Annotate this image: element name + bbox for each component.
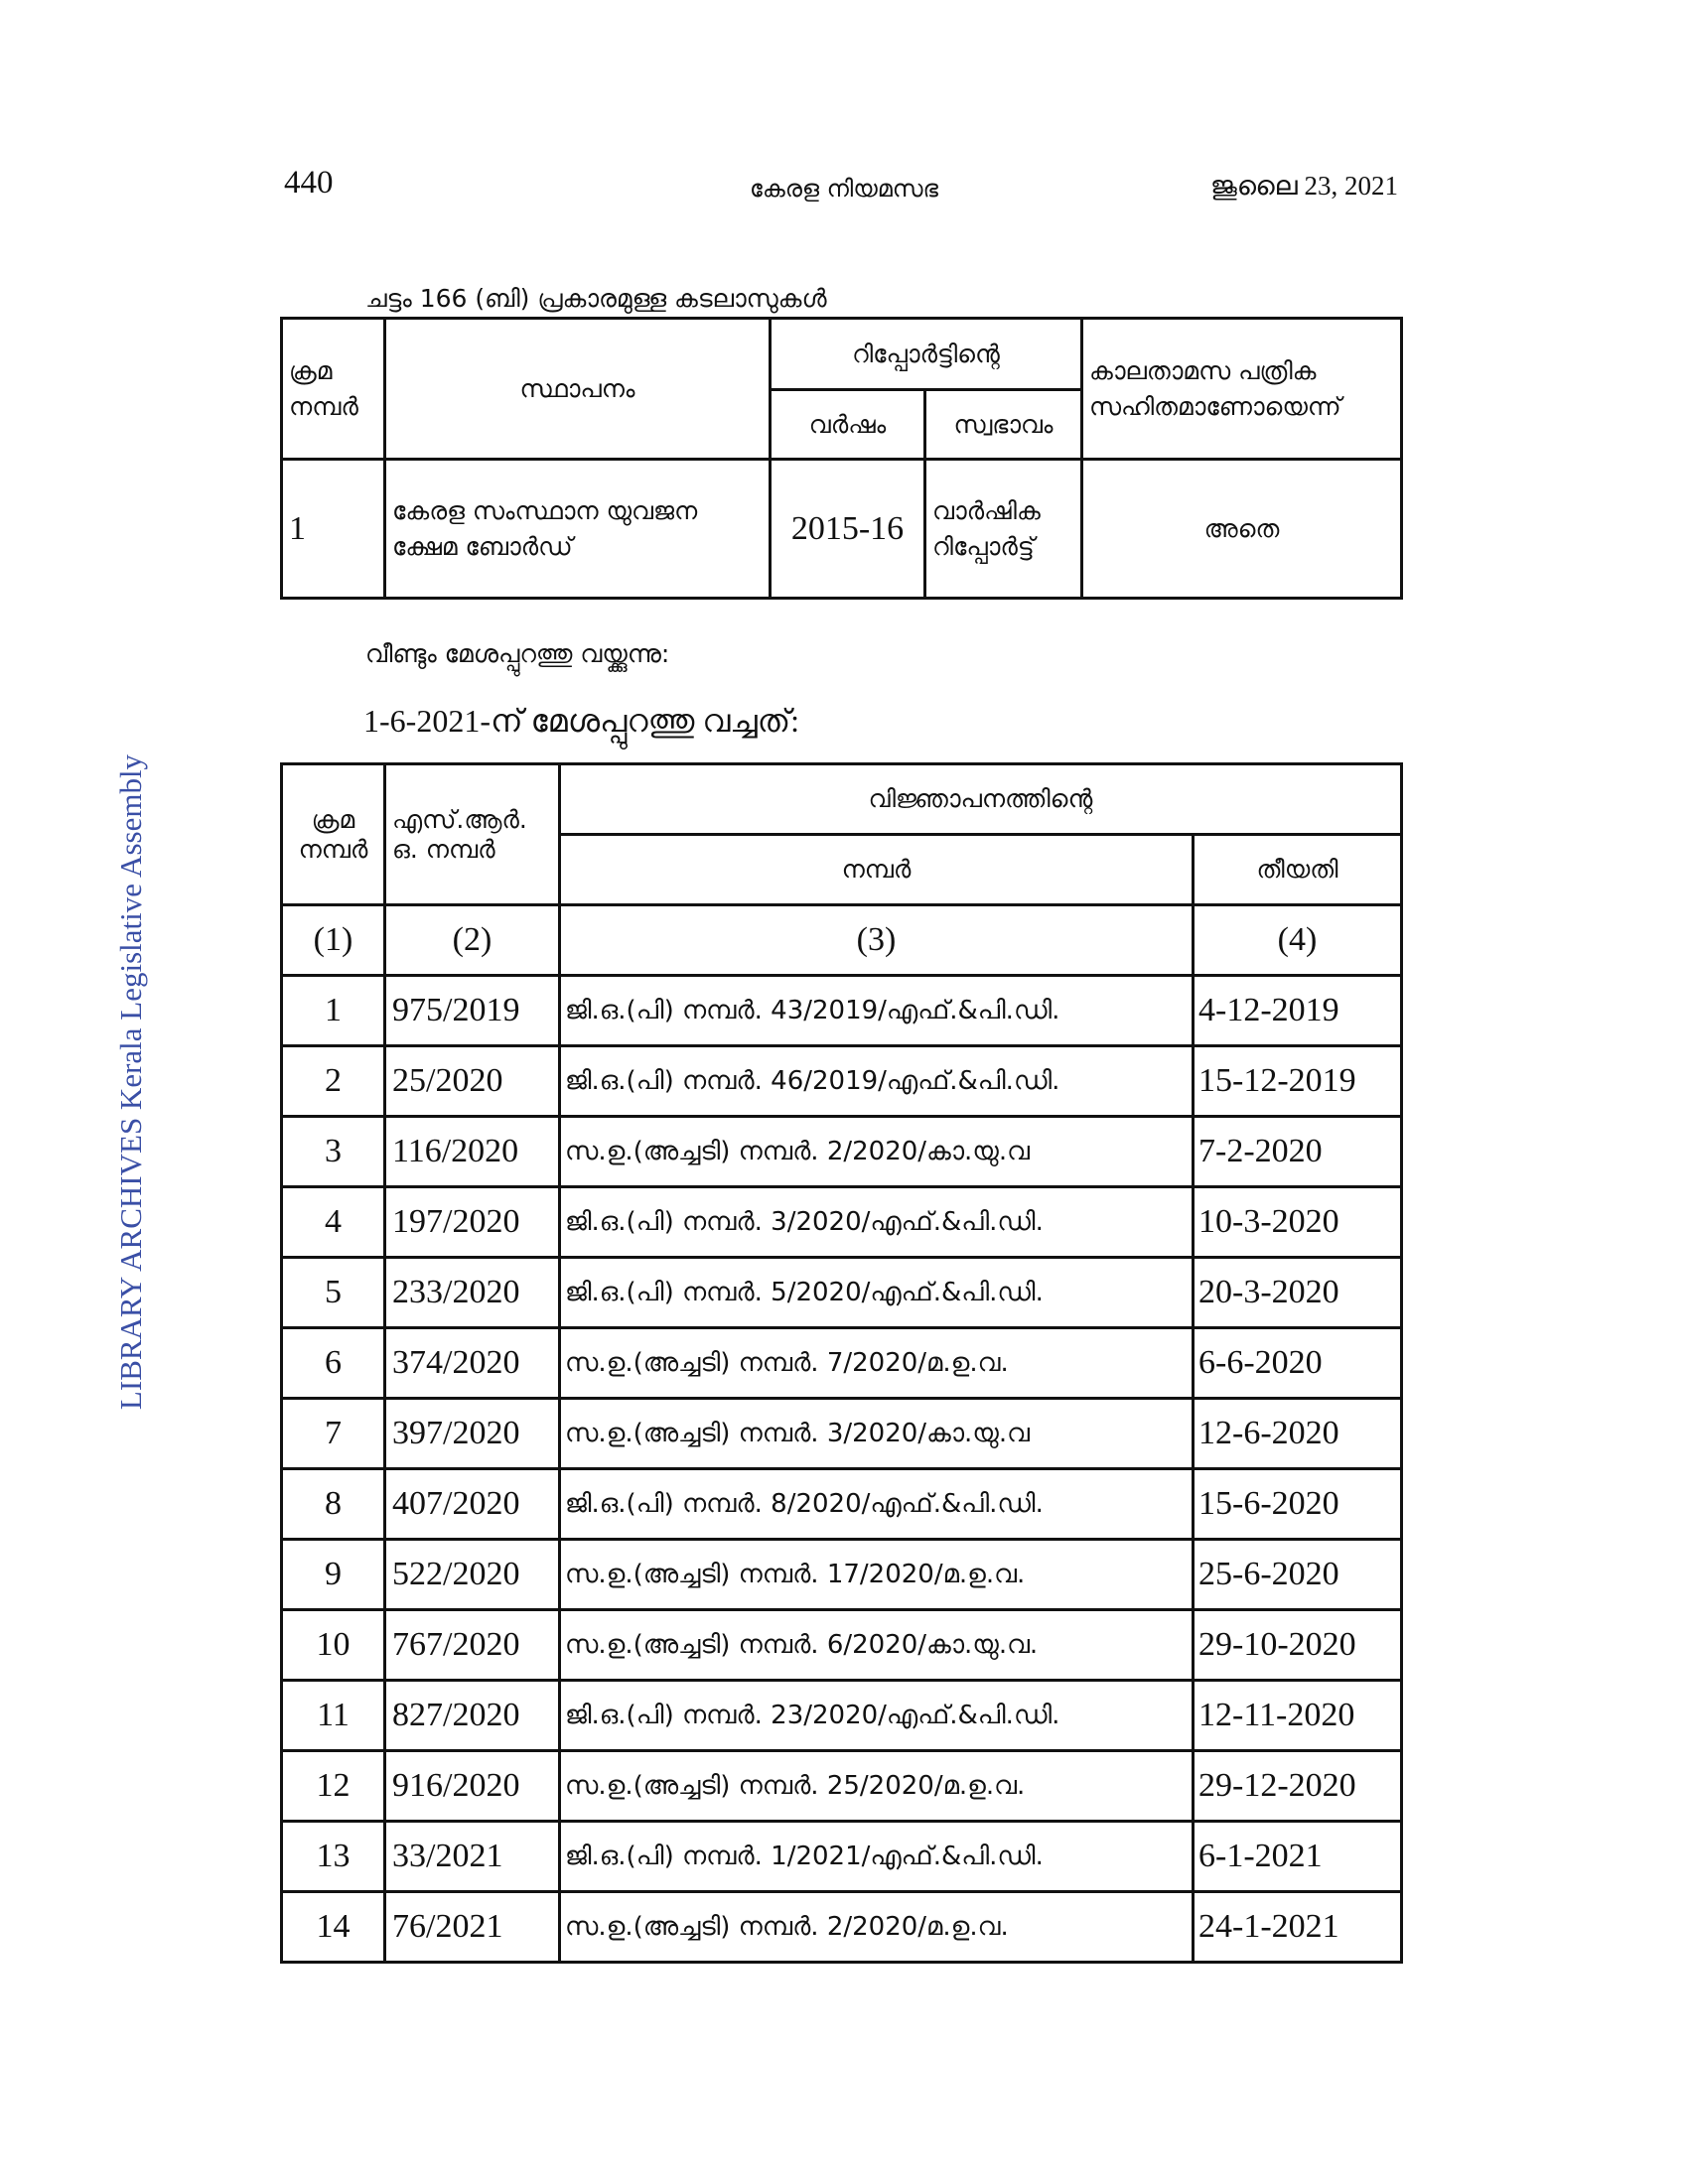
row-notification-number: സ.ഉ.(അച്ചടി) നമ്പർ. 2/2020/കാ.യു.വ (560, 1117, 1194, 1187)
header-notification-of: വിജ്ഞാപനത്തിന്റെ (560, 764, 1402, 835)
row-notification-number: ജി.ഒ.(പി) നമ്പർ. 3/2020/എഫ്.&പി.ഡി. (560, 1187, 1194, 1258)
row-serial: 10 (282, 1610, 385, 1681)
row-serial: 1 (282, 976, 385, 1046)
row-serial: 5 (282, 1258, 385, 1328)
row-serial: 8 (282, 1469, 385, 1540)
table-row (282, 1751, 1402, 1822)
row-notification-number: സ.ഉ.(അച്ചടി) നമ്പർ. 2/2020/മ.ഉ.വ. (560, 1892, 1194, 1963)
row-sro-number: 374/2020 (385, 1328, 560, 1399)
row-notification-number: ജി.ഒ.(പി) നമ്പർ. 46/2019/എഫ്.&പി.ഡി. (560, 1046, 1194, 1117)
row-serial: 12 (282, 1751, 385, 1822)
row-serial: 3 (282, 1117, 385, 1187)
row-notification-number: ജി.ഒ.(പി) നമ്പർ. 43/2019/എഫ്.&പി.ഡി. (560, 976, 1194, 1046)
table-row (282, 1328, 1402, 1399)
table-row (282, 1258, 1402, 1328)
row-notification-date: 20-3-2020 (1194, 1258, 1402, 1328)
page-date: ജൂലൈ 23, 2021 (1210, 171, 1398, 201)
page-number: 440 (284, 165, 334, 201)
section2-caption1-text: വീണ്ടും മേശപ്പുറത്തു വയ്ക്കുന്നു: (365, 639, 670, 668)
table-row (282, 1469, 1402, 1540)
row-sro-number: 916/2020 (385, 1751, 560, 1822)
table-row (282, 1892, 1402, 1963)
row-sro-number: 25/2020 (385, 1046, 560, 1117)
row-notification-number: ജി.ഒ.(പി) നമ്പർ. 8/2020/എഫ്.&പി.ഡി. (560, 1469, 1194, 1540)
row-notification-date: 29-12-2020 (1194, 1751, 1402, 1822)
row-notification-number: ജി.ഒ.(പി) നമ്പർ. 1/2021/എഫ്.&പി.ഡി. (560, 1822, 1194, 1892)
column-number-3: (3) (560, 905, 1194, 976)
archive-watermark: LIBRARY ARCHIVES Kerala Legislative Assembly (113, 753, 148, 1411)
section1-caption-text: ചട്ടം 166 (ബി) പ്രകാരമുള്ള കടലാസുകൾ (365, 284, 827, 313)
section2-caption2-text: 1-6-2021-ന് മേശപ്പുറത്തു വച്ചത്: (363, 703, 800, 739)
row-notification-date: 4-12-2019 (1194, 976, 1402, 1046)
row-notification-date: 15-12-2019 (1194, 1046, 1402, 1117)
table-row (282, 1822, 1402, 1892)
header-serial: ക്രമ നമ്പർ (282, 319, 385, 460)
row-notification-number: ജി.ഒ.(പി) നമ്പർ. 23/2020/എഫ്.&പി.ഡി. (560, 1681, 1194, 1751)
table-row (282, 1117, 1402, 1187)
table-row (282, 976, 1402, 1046)
row-serial: 6 (282, 1328, 385, 1399)
header-serial: ക്രമ നമ്പർ (282, 764, 385, 905)
running-title: കേരള നിയമസഭ (749, 175, 939, 203)
row-notification-date: 7-2-2020 (1194, 1117, 1402, 1187)
row-serial: 14 (282, 1892, 385, 1963)
row-notification-date: 25-6-2020 (1194, 1540, 1402, 1610)
row-institution: കേരള സംസ്ഥാന യുവജന ക്ഷേമ ബോർഡ് (385, 460, 771, 599)
row-notification-number: സ.ഉ.(അച്ചടി) നമ്പർ. 7/2020/മ.ഉ.വ. (560, 1328, 1194, 1399)
row-serial: 2 (282, 1046, 385, 1117)
row-sro-number: 33/2021 (385, 1822, 560, 1892)
notifications-table-body (282, 976, 1402, 1963)
header-number: നമ്പർ (560, 835, 1194, 905)
row-nature: വാർഷിക റിപ്പോർട്ട് (925, 460, 1082, 599)
header-sro: എസ്.ആർ. ഒ. നമ്പർ (385, 764, 560, 905)
table-row (282, 1046, 1402, 1117)
row-notification-number: സ.ഉ.(അച്ചടി) നമ്പർ. 6/2020/കാ.യു.വ. (560, 1610, 1194, 1681)
section2-caption2 (363, 703, 799, 741)
row-notification-date: 10-3-2020 (1194, 1187, 1402, 1258)
section1-caption (365, 278, 827, 315)
header-nature: സ്വഭാവം (925, 390, 1082, 460)
row-notification-date: 24-1-2021 (1194, 1892, 1402, 1963)
row-sro-number: 233/2020 (385, 1258, 560, 1328)
row-notification-number: സ.ഉ.(അച്ചടി) നമ്പർ. 25/2020/മ.ഉ.വ. (560, 1751, 1194, 1822)
header-delay-statement: കാലതാമസ പത്രിക സഹിതമാണോയെന്ന് (1082, 319, 1402, 460)
row-sro-number: 522/2020 (385, 1540, 560, 1610)
table-row (282, 1540, 1402, 1610)
row-year: 2015-16 (771, 460, 925, 599)
table-row (282, 1681, 1402, 1751)
row-serial: 13 (282, 1822, 385, 1892)
row-notification-date: 15-6-2020 (1194, 1469, 1402, 1540)
row-sro-number: 116/2020 (385, 1117, 560, 1187)
row-serial: 7 (282, 1399, 385, 1469)
row-sro-number: 827/2020 (385, 1681, 560, 1751)
row-notification-number: ജി.ഒ.(പി) നമ്പർ. 5/2020/എഫ്.&പി.ഡി. (560, 1258, 1194, 1328)
header-institution: സ്ഥാപനം (385, 319, 771, 460)
header-report-of: റിപ്പോർട്ടിന്റെ (771, 319, 1082, 390)
table-row (282, 1610, 1402, 1681)
column-number-1: (1) (282, 905, 385, 976)
row-serial: 1 (282, 460, 385, 599)
row-serial: 11 (282, 1681, 385, 1751)
row-sro-number: 76/2021 (385, 1892, 560, 1963)
row-notification-date: 12-6-2020 (1194, 1399, 1402, 1469)
row-notification-date: 12-11-2020 (1194, 1681, 1402, 1751)
column-number-2: (2) (385, 905, 560, 976)
column-number-4: (4) (1194, 905, 1402, 976)
table-row (282, 1187, 1402, 1258)
header-year: വർഷം (771, 390, 925, 460)
row-notification-date: 6-1-2021 (1194, 1822, 1402, 1892)
row-delay-statement: അതെ (1082, 460, 1402, 599)
header-date: തീയതി (1194, 835, 1402, 905)
row-sro-number: 407/2020 (385, 1469, 560, 1540)
row-notification-date: 29-10-2020 (1194, 1610, 1402, 1681)
row-notification-date: 6-6-2020 (1194, 1328, 1402, 1399)
table-row (282, 1399, 1402, 1469)
row-sro-number: 767/2020 (385, 1610, 560, 1681)
section2-caption1 (365, 633, 669, 670)
notifications-table (280, 762, 1403, 1964)
row-notification-number: സ.ഉ.(അച്ചടി) നമ്പർ. 3/2020/കാ.യു.വ (560, 1399, 1194, 1469)
table-row (282, 460, 1402, 599)
row-sro-number: 197/2020 (385, 1187, 560, 1258)
rule-166b-table (280, 317, 1403, 600)
row-serial: 9 (282, 1540, 385, 1610)
row-sro-number: 975/2019 (385, 976, 560, 1046)
row-notification-number: സ.ഉ.(അച്ചടി) നമ്പർ. 17/2020/മ.ഉ.വ. (560, 1540, 1194, 1610)
row-serial: 4 (282, 1187, 385, 1258)
row-sro-number: 397/2020 (385, 1399, 560, 1469)
